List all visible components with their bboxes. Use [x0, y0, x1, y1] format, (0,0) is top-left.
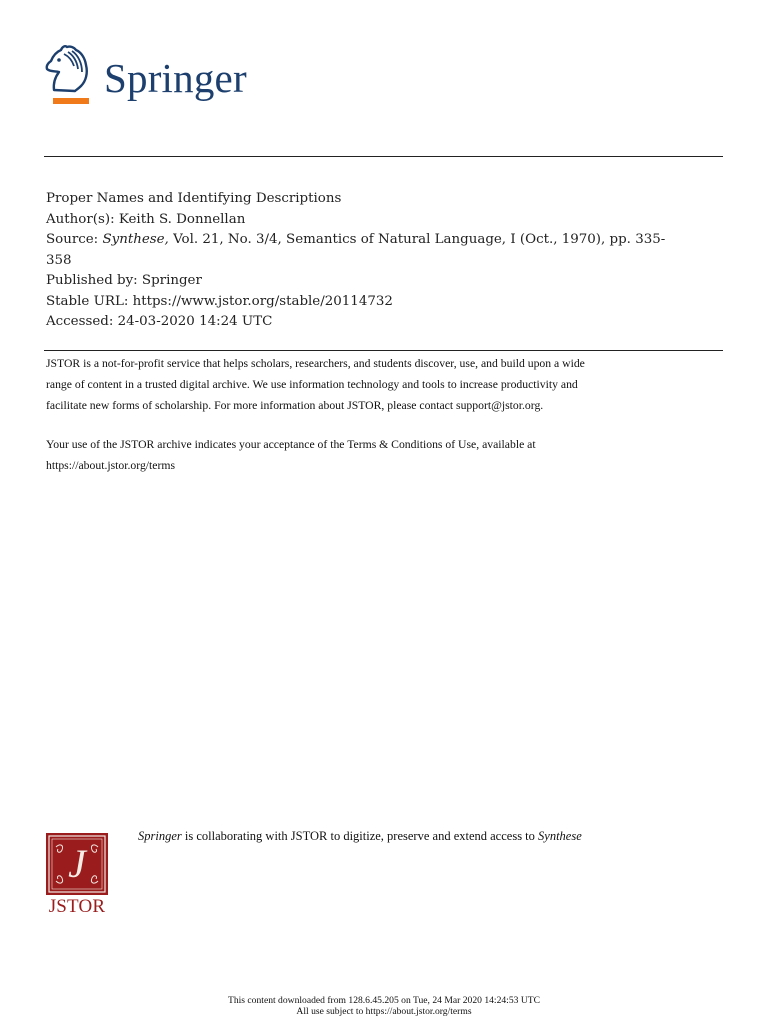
article-title: Proper Names and Identifying Descriptions	[46, 191, 342, 206]
terms-footer-link[interactable]: All use subject to https://about.jstor.org/terms	[296, 1006, 472, 1017]
source-prefix: Source:	[46, 232, 103, 247]
jstor-logo-text: JSTOR	[48, 896, 106, 917]
collab-journal: Synthese	[538, 829, 582, 843]
download-footer	[0, 995, 768, 1017]
article-source	[46, 230, 726, 251]
jstor-notice	[46, 354, 726, 477]
stable-url-link[interactable]: Stable URL: https://www.jstor.org/stable/20114732	[46, 293, 393, 309]
springer-horse-icon	[44, 44, 92, 106]
source-continuation: 358	[46, 252, 72, 268]
springer-logo	[44, 44, 264, 108]
notice-line: JSTOR is a not-for-profit service that helps scholars, researchers, and students discover, use, and build upon a wide	[46, 357, 585, 370]
jstor-logo	[44, 830, 110, 926]
source-details: Vol. 21, No. 3/4, Semantics of Natural Language, I (Oct., 1970), pp. 335-	[168, 232, 666, 247]
collab-publisher: Springer	[138, 829, 182, 843]
top-divider	[44, 156, 723, 157]
published-by: Published by: Springer	[46, 273, 202, 288]
terms-link[interactable]: https://about.jstor.org/terms	[46, 459, 175, 473]
svg-text:J: J	[68, 841, 86, 886]
springer-brand-text: Springer	[104, 55, 247, 101]
collaboration-statement	[138, 829, 582, 844]
download-info: This content downloaded from 128.6.45.205 on Tue, 24 Mar 2020 14:24:53 UTC	[227, 995, 541, 1006]
middle-divider	[44, 350, 723, 351]
notice-line: range of content in a trusted digital archive. We use information technology and tools to increase productivity and	[46, 377, 578, 391]
article-authors: Author(s): Keith S. Donnellan	[46, 211, 246, 227]
jstor-emblem-icon	[46, 833, 108, 895]
article-metadata	[46, 189, 726, 333]
accessed-date: Accessed: 24-03-2020 14:24 UTC	[46, 314, 273, 329]
notice-line: facilitate new forms of scholarship. For more information about JSTOR, please contact support@jstor.org.	[46, 398, 544, 412]
terms-line: Your use of the JSTOR archive indicates your acceptance of the Terms & Conditions of Use, available at	[46, 438, 536, 452]
source-journal: Synthese,	[102, 232, 169, 247]
collab-text: is collaborating with JSTOR to digitize, preserve and extend access to	[181, 829, 539, 843]
